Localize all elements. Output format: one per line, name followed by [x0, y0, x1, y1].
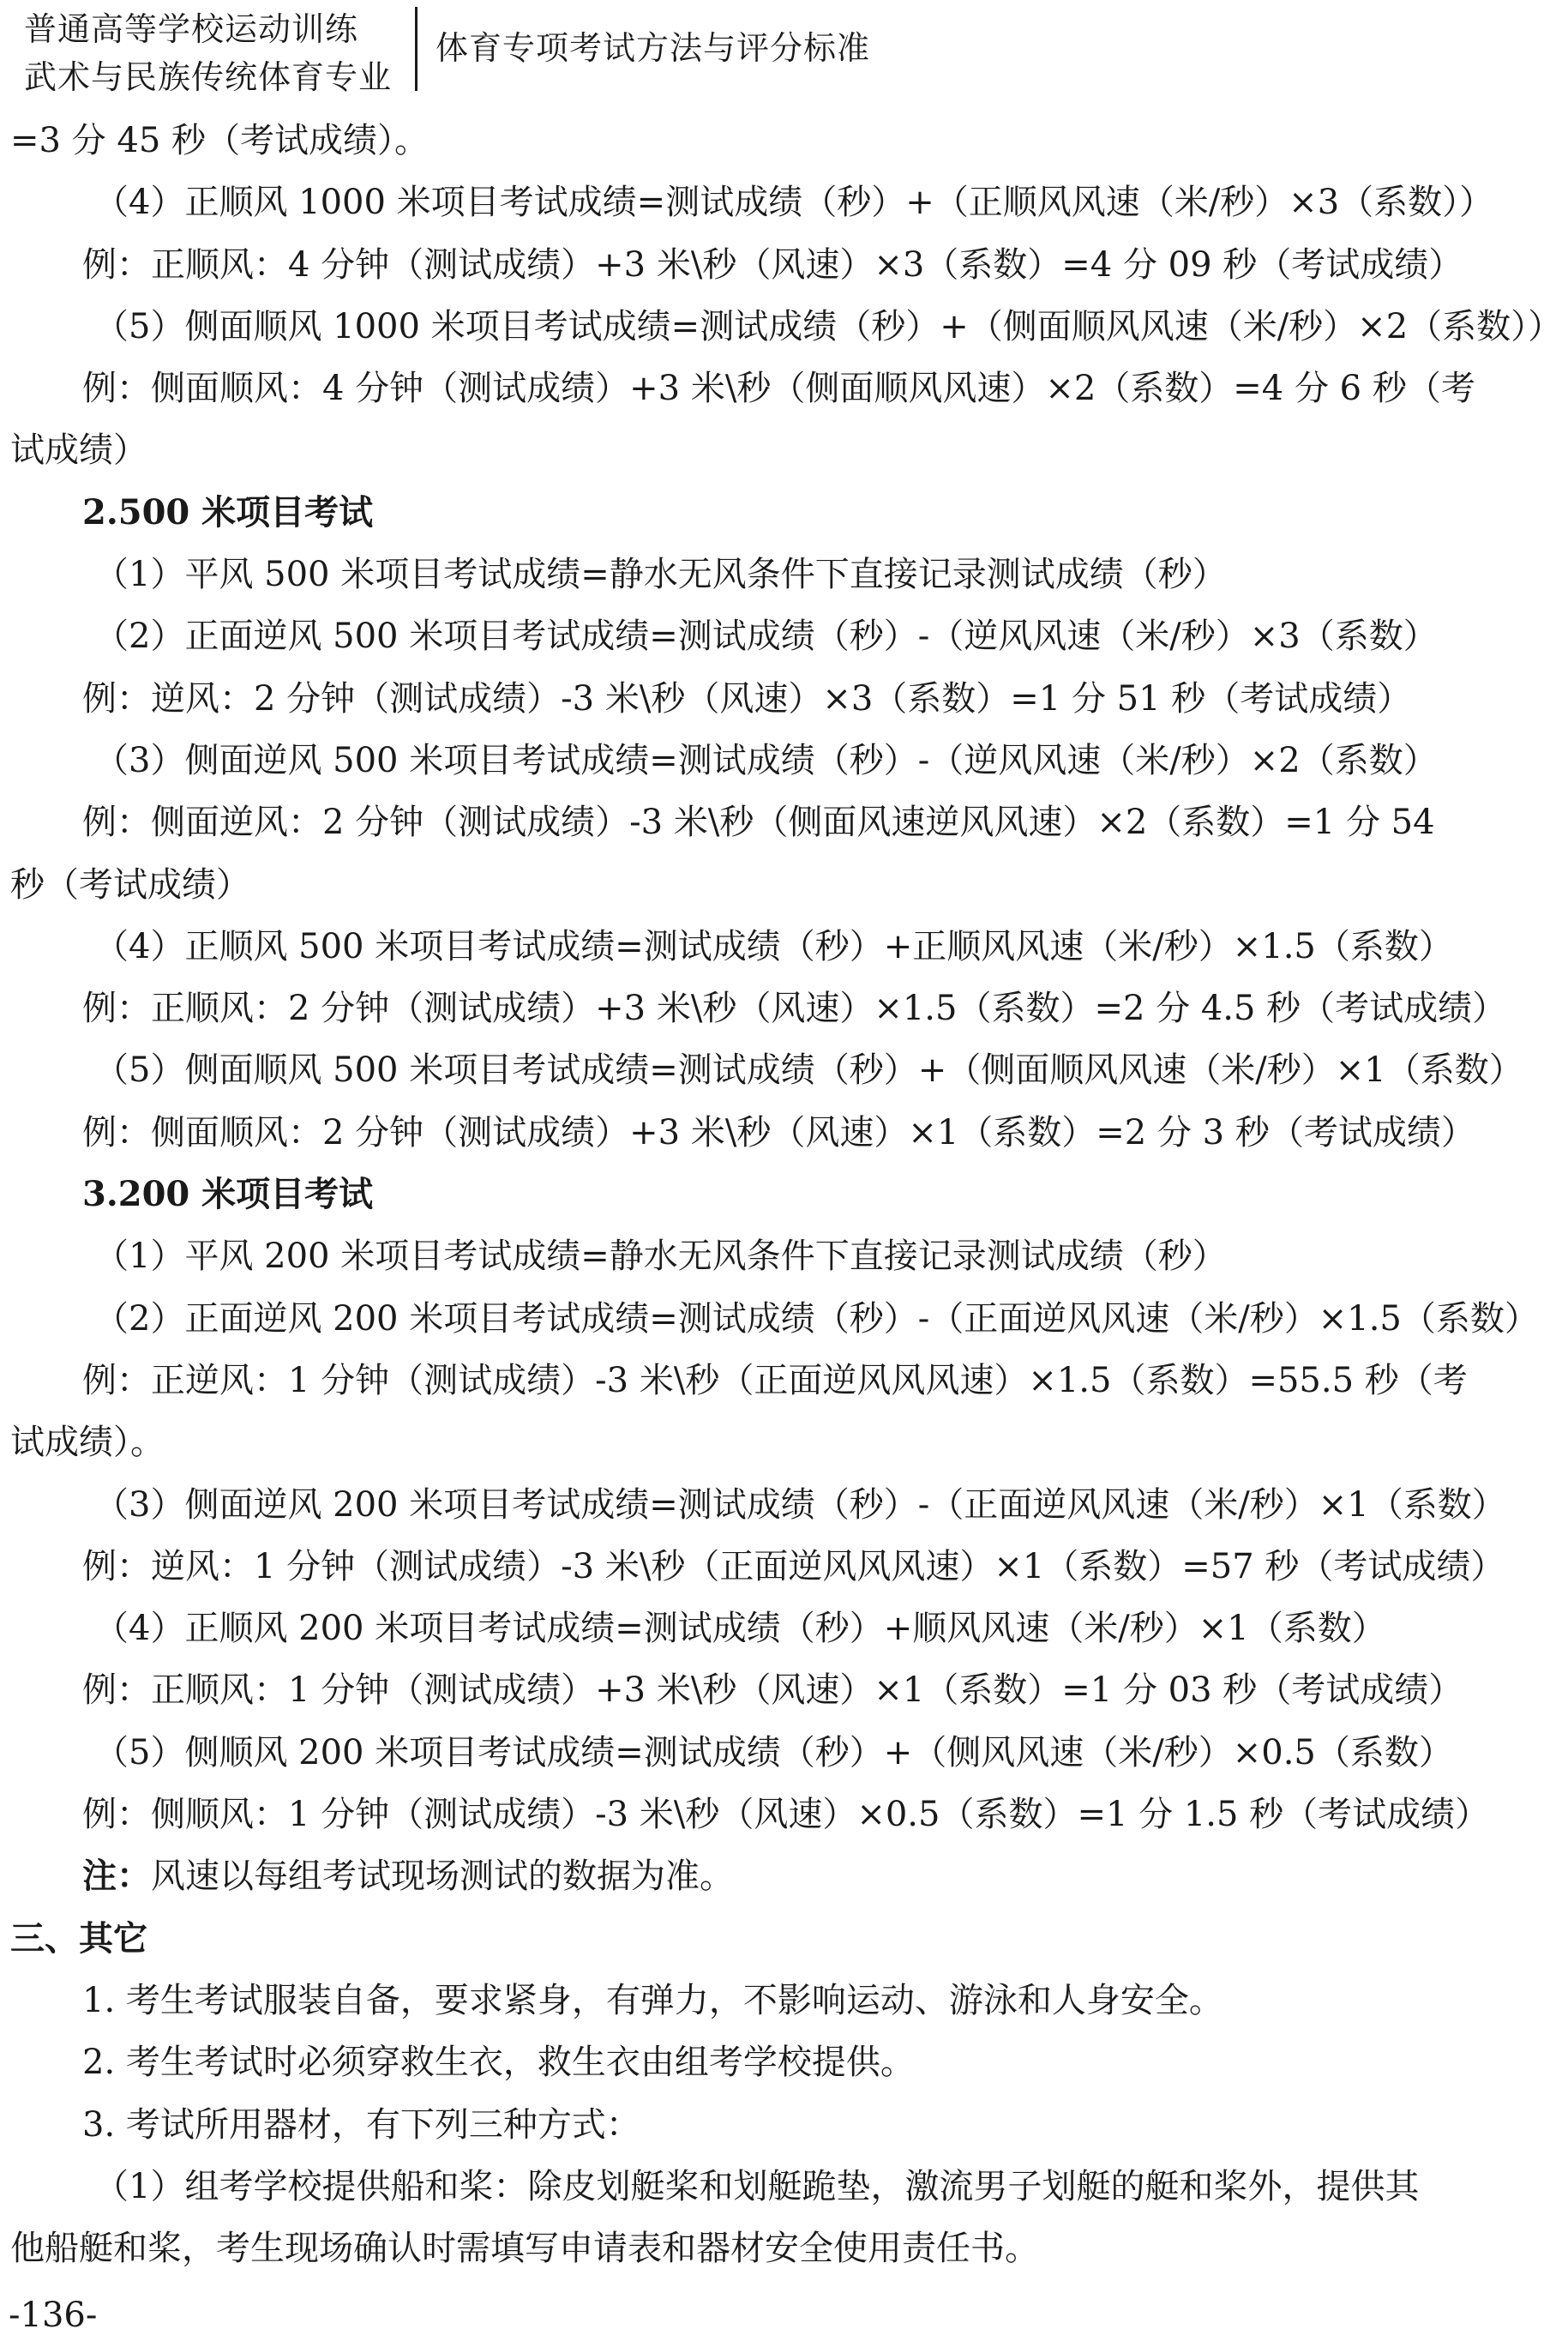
text-line: （4）正顺风 1000 米项目考试成绩=测试成绩（秒）+（正顺风风速（米/秒）×3（系数）） [94, 183, 1494, 223]
text-line: 例：正顺风：1 分钟（测试成绩）+3 米\秒（风速）×1（系数）=1 分 03 秒（考试成绩） [82, 1670, 1463, 1711]
section-heading: 2.500 米项目考试 [82, 491, 374, 533]
text-line: （3）侧面逆风 500 米项目考试成绩=测试成绩（秒）-（逆风风速（米/秒）×2（系数） [94, 740, 1438, 780]
text-line: 试成绩）。 [10, 1423, 165, 1463]
text-line: 例：逆风：2 分钟（测试成绩）-3 米\秒（风速）×3（系数）=1 分 51 秒（考试成绩） [82, 678, 1412, 719]
text-line: 例：侧面顺风：2 分钟（测试成绩）+3 米\秒（风速）×1（系数）=2 分 3 秒（考试成绩） [82, 1112, 1475, 1152]
text-line: 例：侧面顺风：4 分钟（测试成绩）+3 米\秒（侧面顺风风速）×2（系数）=4 分 6 秒（考 [82, 369, 1475, 409]
text-line: （1）组考学校提供船和桨：除皮划艇桨和划艇跪垫，激流男子划艇的艇和桨外，提供其 [94, 2166, 1420, 2206]
text-line: （2）正面逆风 200 米项目考试成绩=测试成绩（秒）-（正面逆风风速（米/秒）×1.5（系数） [94, 1298, 1539, 1339]
text-line [0, 1845, 1568, 1907]
text-line: （2）正面逆风 500 米项目考试成绩=测试成绩（秒）-（逆风风速（米/秒）×3（系数） [94, 617, 1438, 657]
note-label: 注： [82, 1856, 151, 1897]
header-series-line-2: 武术与民族传统体育专业 [24, 58, 393, 96]
text-line: 例：逆风：1 分钟（测试成绩）-3 米\秒（正面逆风风风速）×1（系数）=57 秒（考试成绩） [82, 1546, 1505, 1586]
text-line: 例：正逆风：1 分钟（测试成绩）-3 米\秒（正面逆风风风速）×1.5（系数）=55.5 秒（考 [82, 1360, 1468, 1400]
text-line: （4）正顺风 200 米项目考试成绩=测试成绩（秒）+顺风风速（米/秒）×1（系数） [94, 1609, 1386, 1649]
document-body [0, 110, 1568, 2279]
text-line: 秒（考试成绩） [10, 864, 250, 905]
text-line: （5）侧顺风 200 米项目考试成绩=测试成绩（秒）+（侧风风速（米/秒）×0.5（系数） [94, 1732, 1453, 1772]
text-line: （1）平风 500 米项目考试成绩=静水无风条件下直接记录测试成绩（秒） [94, 555, 1227, 595]
section-heading: 三、其它 [10, 1917, 147, 1959]
text-line: 试成绩） [10, 430, 147, 471]
text-line: 例：侧面逆风：2 分钟（测试成绩）-3 米\秒（侧面风速逆风风速）×2（系数）=1 分 54 [82, 803, 1435, 843]
text-line: 3. 考试所用器材，有下列三种方式： [82, 2104, 640, 2145]
header-series-line-1: 普通高等学校运动训练 [24, 10, 359, 48]
text-line: 2. 考生考试时必须穿救生衣，救生衣由组考学校提供。 [82, 2043, 915, 2083]
header-series-title [24, 5, 392, 101]
header-section-title: 体育专项考试方法与评分标准 [436, 29, 871, 67]
text-line: 例：正顺风：4 分钟（测试成绩）+3 米\秒（风速）×3（系数）=4 分 09 秒（考试成绩） [82, 244, 1463, 285]
text-line: （3）侧面逆风 200 米项目考试成绩=测试成绩（秒）-（正面逆风风速（米/秒）×1（系数） [94, 1484, 1506, 1525]
text-line: （1）平风 200 米项目考试成绩=静水无风条件下直接记录测试成绩（秒） [94, 1237, 1227, 1277]
page-number: -136- [9, 2296, 98, 2335]
text-line: 1. 考生考试服装自备，要求紧身，有弹力，不影响运动、游泳和人身安全。 [82, 1980, 1223, 2020]
text-line: （5）侧面顺风 1000 米项目考试成绩=测试成绩（秒）+（侧面顺风风速（米/秒）×2（系数）） [94, 306, 1563, 346]
text-line: 他船艇和桨，考生现场确认时需填写申请表和器材安全使用责任书。 [10, 2229, 1039, 2269]
text-line: =3 分 45 秒（考试成绩）。 [10, 121, 430, 160]
text-line: 例：正顺风：2 分钟（测试成绩）+3 米\秒（风速）×1.5（系数）=2 分 4.5 秒（考试成绩） [82, 989, 1507, 1029]
text-line: （4）正顺风 500 米项目考试成绩=测试成绩（秒）+正顺风风速（米/秒）×1.5（系数） [94, 926, 1453, 966]
section-heading: 3.200 米项目考试 [82, 1174, 374, 1215]
header-divider [415, 7, 418, 91]
page-header [0, 0, 1568, 103]
text-line: 例：侧顺风：1 分钟（测试成绩）-3 米\秒（风速）×0.5（系数）=1 分 1.5 秒（考试成绩） [82, 1795, 1490, 1835]
note-text: 风速以每组考试现场测试的数据为准。 [151, 1857, 734, 1897]
text-line: （5）侧面顺风 500 米项目考试成绩=测试成绩（秒）+（侧面顺风风速（米/秒）×1（系数） [94, 1050, 1523, 1091]
